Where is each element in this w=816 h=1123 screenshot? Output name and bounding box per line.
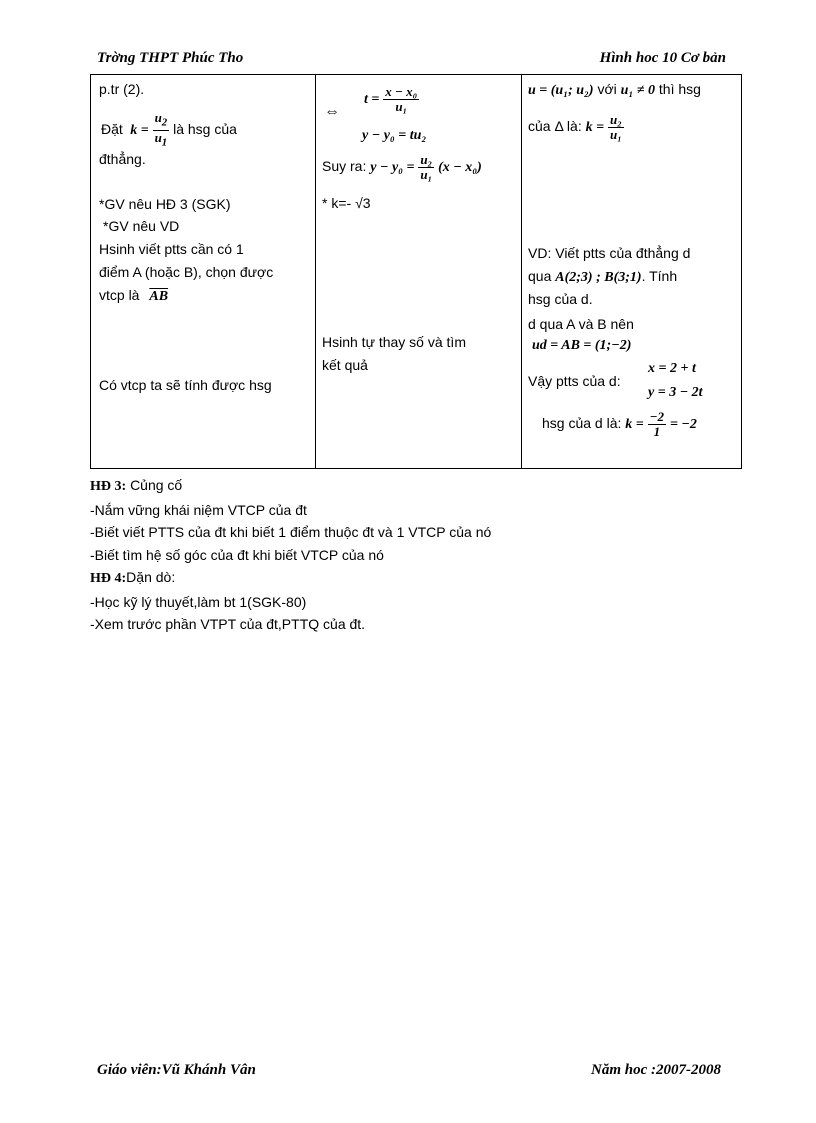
system-x: x = 2 + t: [648, 361, 696, 376]
vector-ab: $\overline{AB}$: [149, 289, 169, 304]
hsg-den: u₁: [609, 127, 622, 142]
vector-u-line: [528, 81, 701, 99]
k-eq: k =: [585, 120, 605, 136]
text-tinh: . Tính: [641, 268, 678, 284]
text-diem: điểm A (hoặc B), chọn được: [99, 264, 274, 280]
text-hsinh: Hsinh viết ptts cần có 1: [99, 241, 244, 257]
eq-suyra-num: u₂: [420, 152, 433, 167]
text-vtcp: [99, 287, 168, 305]
fraction-u2-u1: $\frac{u_2}{u_1}$: [154, 110, 168, 149]
text-k: * k=- √3: [322, 195, 371, 211]
note-4: -Học kỹ lý thuyết,làm bt 1(SGK-80): [90, 593, 307, 610]
note-1: -Nắm vững khái niệm VTCP của đt: [90, 501, 307, 518]
eq-y: y − y₀ = tu₂: [362, 128, 427, 143]
text-voi: với: [597, 81, 617, 97]
text-ptr: p.tr (2).: [99, 81, 145, 97]
footer-teacher: Giáo viên:Vũ Khánh Vân: [97, 1062, 256, 1078]
fraction-u2-u1-c: [608, 113, 624, 142]
header-school: Trờng THPT Phúc Tho: [97, 50, 244, 66]
text-suyra: Suy ra:: [322, 158, 367, 175]
hsg-delta-line: [528, 113, 624, 142]
eq-suyra-rhs: (x − x₀): [438, 160, 482, 176]
text-cua-delta: của Δ là:: [528, 118, 582, 135]
footer-year: Năm hoc :2007-2008: [591, 1062, 721, 1078]
hd4-title: Dặn dò:: [126, 569, 176, 585]
points-ab: A(2;3) ; B(3;1): [555, 270, 642, 285]
hsg-d-k: k =: [625, 417, 644, 433]
hsg-d-den: 1: [653, 424, 661, 439]
text-thi-hsg: thì hsg: [658, 81, 701, 97]
text-hd3: *GV nêu HĐ 3 (SGK): [99, 196, 231, 212]
hsg-d-line: [542, 410, 697, 439]
lesson-table: [90, 74, 742, 469]
text-vd1: VD: Viết ptts của đthẳng d: [528, 245, 691, 261]
hd3-heading: [90, 474, 491, 499]
eq-t-den: u₁: [395, 99, 408, 114]
text-vd4: d qua A và B nên: [528, 316, 634, 332]
lesson-notes: [90, 474, 491, 636]
text-ketqua: kết quả: [322, 357, 368, 373]
student-column: [316, 75, 522, 469]
hsg-d-val: = −2: [669, 417, 697, 433]
eq-suyra-lhs: y − y₀ =: [370, 160, 415, 176]
hsg-num: u₂: [609, 112, 622, 127]
hd3-label: HĐ 3:: [90, 479, 127, 494]
text-vd2: [528, 268, 677, 286]
eq-suyra-den: u₁: [420, 167, 433, 182]
eq-suyra: [322, 153, 482, 182]
hd4-heading: [90, 566, 491, 591]
vector-u: u = (u₁; u₂): [528, 83, 594, 98]
text-dat: [101, 111, 237, 149]
condition-u1: u₁ ≠ 0: [620, 83, 656, 98]
k-symbol: k =: [126, 122, 149, 138]
hd3-title: Củng cố: [130, 477, 183, 493]
content-column: [522, 75, 742, 469]
eq-t-num: x − x₀: [385, 84, 418, 99]
text-dat-word: Đặt: [101, 120, 123, 137]
text-vtcp-la: vtcp là: [99, 287, 140, 303]
note-5: -Xem trước phần VTPT của đt,PTTQ của đt.: [90, 616, 366, 632]
note-3: -Biết tìm hệ số góc của đt khi biết VTCP của nó: [90, 546, 384, 563]
fraction-x-x0: [383, 85, 419, 114]
fraction-minus2-1: [648, 410, 666, 439]
text-vay-ptts: Vậy ptts của d:: [528, 373, 621, 389]
text-dthang: đthẳng.: [99, 151, 146, 167]
text-co-vtcp: Có vtcp ta sẽ tính được hsg: [99, 377, 272, 393]
teacher-column: [91, 75, 316, 469]
text-hsg: là hsg của: [173, 120, 237, 137]
eq-t-lhs: t =: [364, 92, 380, 108]
header-subject: Hình hoc 10 Cơ bản: [599, 50, 726, 66]
vector-ud: ud = AB = (1;−2): [532, 338, 632, 353]
hd4-label: HĐ 4:: [90, 571, 127, 586]
text-hsinh-thay: Hsinh tự thay số và tìm: [322, 334, 466, 350]
note-2: -Biết viết PTTS của đt khi biết 1 điểm thuộc đt và 1 VTCP của nó: [90, 524, 492, 540]
text-vd: *GV nêu VD: [103, 218, 180, 234]
equiv-symbol: ⇔: [324, 103, 340, 120]
eq-t: [364, 85, 419, 114]
text-qua: qua: [528, 268, 552, 284]
hsg-d-num: −2: [649, 409, 665, 424]
text-hsg-d: hsg của d là:: [542, 415, 622, 432]
system-y: y = 3 − 2t: [648, 385, 703, 400]
text-vd3: hsg của d.: [528, 291, 593, 307]
fraction-u2-u1-b: [418, 153, 434, 182]
